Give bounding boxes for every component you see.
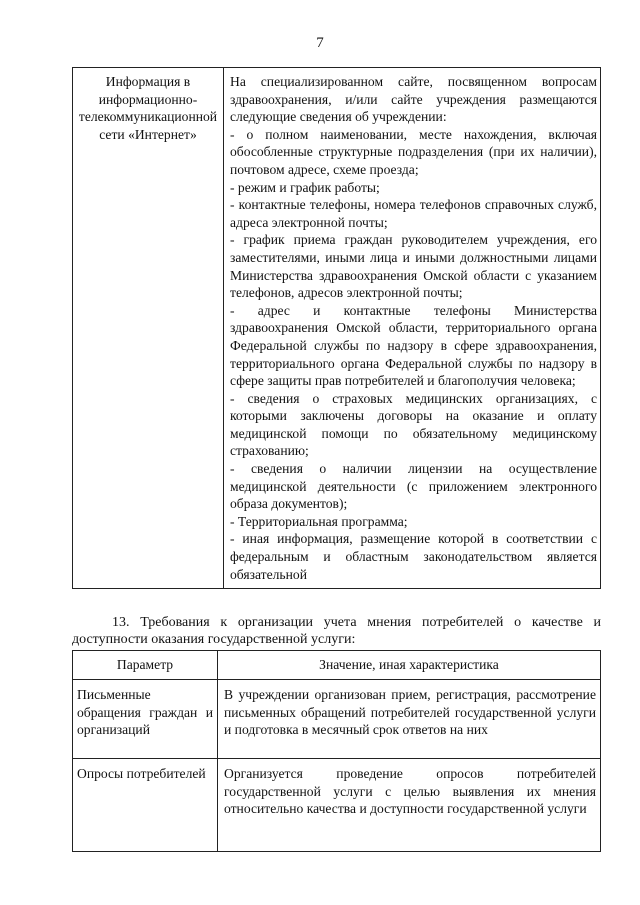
- info-line: - о полном наименовании, месте нахождения, включая обособленные структурные подразделения (при их наличии), почтовом адресе, схеме проезда;: [230, 126, 597, 177]
- info-line: - сведения о наличии лицензии на осуществление медицинской деятельности (с приложением электронного образа документов);: [230, 461, 597, 512]
- params-table: [72, 650, 601, 852]
- info-line: - иная информация, размещение которой в соответствии с федеральным и областным законодательством является обязательной: [230, 531, 597, 582]
- section-13-heading: [72, 614, 601, 648]
- section-13-heading-text: 13. Требования к организации учета мнения потребителей о качестве и доступности оказания государственной услуги:: [72, 615, 601, 647]
- value-cell: В учреждении организован прием, регистрация, рассмотрение письменных обращений потребителей государственной услуги и подготовка в месячный срок ответов на них: [218, 680, 601, 759]
- info-line: - график приема граждан руководителем учреждения, его заместителями, иными лица и иными должностными лицами Министерства здравоохранения Омской области с указанием телефонов, адресов электронной почты;: [230, 232, 597, 301]
- table-row: [73, 68, 601, 589]
- page-number: 7: [316, 35, 324, 51]
- info-line: - сведения о страховых медицинских организациях, с которыми заключены договоры на оказание и оплату медицинской помощи по обязательному медицинскому страхованию;: [230, 390, 597, 459]
- info-line: - Территориальная программа;: [230, 513, 408, 529]
- column-header-value: Значение, иная характеристика: [218, 651, 601, 680]
- column-header-parameter: Параметр: [73, 651, 218, 680]
- table-row: [73, 759, 601, 852]
- info-value-cell: [224, 68, 601, 589]
- info-line: - адрес и контактные телефоны Министерства здравоохранения Омской области, территориального органа Федеральной службы по надзору в сфере здравоохранения, территориального органа Федеральной службы по надзору в сфере защиты прав потребителей и благополучия человека;: [230, 302, 597, 389]
- table-row: [73, 680, 601, 759]
- param-cell: Опросы потребителей: [73, 759, 218, 852]
- param-cell: Письменные обращения граждан и организаций: [73, 680, 218, 759]
- info-table: [72, 67, 601, 589]
- info-label-cell: Информация в информационно-телекоммуникационной сети «Интернет»: [73, 68, 224, 589]
- table-header-row: [73, 651, 601, 680]
- info-line: На специализированном сайте, посвященном вопросам здравоохранения, и/или сайте учреждения размещаются следующие сведения об учреждении:: [230, 74, 597, 125]
- value-cell: Организуется проведение опросов потребителей государственной услуги с целью выявления их мнения относительно качества и доступности государственной услуги: [218, 759, 601, 852]
- info-line: - режим и график работы;: [230, 179, 380, 195]
- info-line: - контактные телефоны, номера телефонов справочных служб, адреса электронной почты;: [230, 197, 597, 230]
